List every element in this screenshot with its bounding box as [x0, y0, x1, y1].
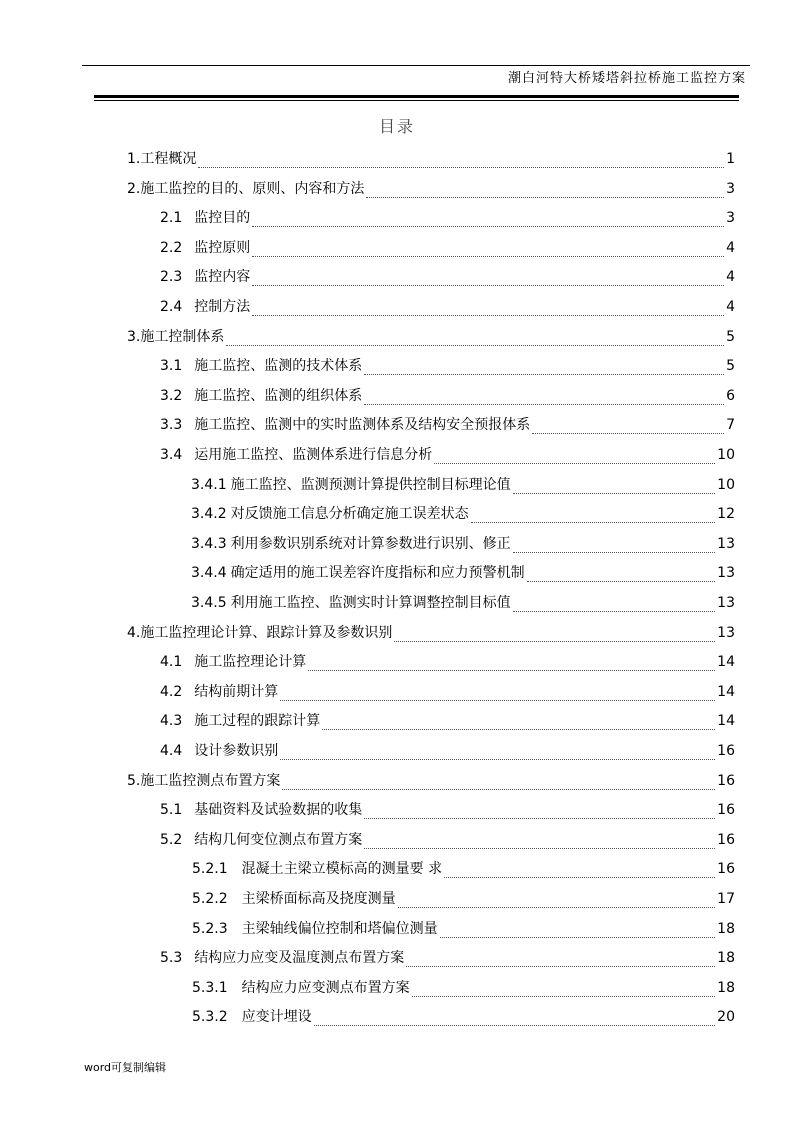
toc-entry-label [160, 796, 362, 825]
toc-entry[interactable] [191, 559, 735, 588]
toc-leader-dots [527, 565, 716, 582]
toc-leader-dots [364, 388, 724, 405]
toc-entry-title: 结构应力应变测点布置方案 [241, 979, 410, 996]
toc-entry-number: 5.2.2 [192, 891, 228, 907]
toc-entry-page: 12 [717, 506, 735, 523]
toc-entry[interactable] [191, 589, 735, 618]
toc-entry-title: 应变计埋设 [241, 1009, 312, 1026]
toc-entry-title: 监控内容 [194, 269, 251, 286]
toc-entry-label [192, 885, 396, 914]
toc-entry[interactable] [160, 707, 735, 736]
toc-entry-page: 18 [717, 979, 735, 996]
toc-entry-label [191, 589, 511, 618]
toc-entry-page: 5 [726, 358, 735, 375]
toc-entry-number: 1. [127, 151, 141, 167]
toc-entry-label [191, 559, 525, 588]
toc-leader-dots [280, 684, 715, 701]
toc-leader-dots [513, 477, 716, 494]
toc-entry-title: 监控目的 [194, 210, 251, 227]
toc-entry-page: 16 [717, 772, 735, 789]
toc-entry-page: 20 [717, 1009, 735, 1026]
toc-entry[interactable] [160, 204, 735, 233]
toc-leader-dots [364, 832, 715, 849]
toc-entry-label [192, 855, 442, 884]
toc-entry-number: 3.4.5 [191, 595, 227, 611]
toc-entry-number: 2. [127, 180, 141, 197]
toc-entry[interactable] [191, 530, 735, 559]
toc-entry-title: 监控原则 [194, 239, 251, 256]
toc-entry-page: 10 [717, 447, 735, 463]
toc-entry-page: 16 [717, 831, 735, 848]
toc-entry-label [160, 441, 432, 470]
toc-entry-number: 3.4.4 [191, 565, 227, 582]
toc-entry-title: 施工监控理论计算 [194, 654, 307, 671]
toc-leader-dots [412, 980, 716, 997]
toc-entry-title: 施工监控、监测的技术体系 [194, 358, 363, 375]
toc-entry-label [160, 707, 320, 736]
toc-entry-number: 3.4.2 [191, 506, 227, 523]
toc-entry[interactable] [192, 1003, 735, 1032]
toc-entry-number: 5.3.1 [192, 979, 228, 996]
toc-entry-page: 18 [717, 950, 735, 967]
toc-entry-title: 主梁桥面标高及挠度测量 [241, 891, 396, 907]
toc-leader-dots [434, 447, 715, 464]
toc-entry-title: 结构应力应变及温度测点布置方案 [194, 950, 405, 967]
toc-entry-title: 施工监控、监测中的实时监测体系及结构安全预报体系 [194, 417, 531, 434]
toc-entry-title: 施工过程的跟踪计算 [194, 713, 321, 730]
toc-leader-dots [532, 417, 724, 434]
toc-entry[interactable] [160, 796, 735, 825]
toc-leader-dots [364, 358, 724, 375]
toc-leader-dots [513, 536, 716, 553]
toc-entry-title: 施工监控、监测预测计算提供控制目标理论值 [230, 476, 511, 493]
toc-entry-number: 4. [127, 624, 141, 641]
toc-entry-page: 17 [717, 891, 735, 907]
toc-entry-page: 13 [717, 565, 735, 582]
header-rule-thin [94, 100, 739, 101]
toc-entry[interactable] [191, 471, 735, 500]
toc-entry-number: 2.1 [160, 210, 183, 227]
toc-entry[interactable] [192, 885, 735, 914]
toc-entry-page: 16 [717, 861, 735, 878]
toc-leader-dots [282, 773, 715, 790]
toc-leader-dots [394, 625, 715, 642]
toc-entry[interactable] [192, 915, 735, 944]
toc-entry[interactable] [192, 974, 735, 1003]
toc-leader-dots [226, 329, 724, 346]
toc-entry-label [127, 323, 224, 352]
toc-entry-number: 3. [127, 328, 141, 345]
toc-entry-label [127, 619, 392, 648]
toc-entry-number: 5.3.2 [192, 1009, 228, 1026]
toc-entry-page: 7 [726, 417, 735, 434]
toc-entry-label [160, 737, 278, 766]
toc-leader-dots [406, 950, 715, 967]
toc-leader-dots [440, 921, 716, 938]
toc-entry-number: 3.4.1 [191, 476, 227, 493]
footer-text: word可复制编辑 [84, 1061, 167, 1074]
toc-entry-label [160, 263, 250, 292]
toc-leader-dots [366, 181, 724, 198]
toc-entry-title: 结构前期计算 [194, 683, 279, 700]
toc-entry[interactable] [160, 737, 735, 766]
toc-entry-page: 14 [717, 683, 735, 700]
toc-entry-page: 14 [717, 654, 735, 671]
toc-title: 目录 [378, 117, 415, 136]
toc-entry-label [191, 471, 511, 500]
toc-leader-dots [198, 151, 724, 168]
toc-entry-page: 5 [726, 328, 735, 345]
toc-entry-page: 10 [717, 476, 735, 493]
toc-leader-dots [314, 1009, 716, 1026]
toc-entry-title: 工程概况 [140, 151, 197, 167]
toc-leader-dots [252, 210, 724, 227]
toc-entry-number: 4.2 [160, 683, 183, 700]
toc-entry-number: 4.3 [160, 713, 183, 730]
toc-entry-number: 3.4.3 [191, 535, 227, 552]
toc-entry-page: 18 [717, 920, 735, 937]
toc-entry-title: 施工控制体系 [140, 328, 225, 345]
toc-entry-page: 1 [726, 151, 735, 167]
toc-entry[interactable] [160, 441, 735, 470]
toc-entry-label [192, 1003, 312, 1032]
toc-leader-dots [364, 802, 715, 819]
toc-entry-title: 运用施工监控、监测体系进行信息分析 [194, 447, 433, 463]
toc-entry[interactable] [160, 293, 735, 322]
toc-entry-label [160, 352, 362, 381]
toc-entry-number: 3.1 [160, 358, 183, 375]
toc-entry-page: 6 [726, 387, 735, 404]
toc-entry-label [160, 648, 306, 677]
toc-entry-title: 对反馈施工信息分析确定施工误差状态 [230, 506, 469, 523]
toc-entry-label [160, 293, 250, 322]
toc-entry-title: 施工监控测点布置方案 [140, 772, 281, 789]
toc-entry[interactable] [191, 500, 735, 529]
toc-entry-number: 2.4 [160, 299, 183, 315]
toc-entry[interactable] [160, 382, 735, 411]
toc-leader-dots [471, 506, 716, 523]
toc-leader-dots [252, 299, 724, 316]
toc-leader-dots [322, 713, 715, 730]
toc-entry-number: 5.2.1 [192, 861, 228, 878]
toc-entry[interactable] [127, 619, 735, 648]
toc-entry-title: 主梁轴线偏位控制和塔偏位测量 [241, 920, 438, 937]
toc-entry-title: 利用施工监控、监测实时计算调整控制目标值 [230, 595, 511, 611]
toc-entry-label [127, 767, 280, 796]
toc-entry-title: 利用参数识别系统对计算参数进行识别、修正 [230, 535, 511, 552]
toc-entry-title: 施工监控、监测的组织体系 [194, 387, 363, 404]
toc-entry-label [160, 826, 362, 855]
toc-entry-label [160, 204, 250, 233]
toc-leader-dots [398, 891, 716, 908]
toc-entry-page: 13 [717, 595, 735, 611]
toc-entry-number: 5.3 [160, 950, 183, 967]
header-title: 潮白河特大桥矮塔斜拉桥施工监控方案 [507, 71, 746, 86]
toc-entry[interactable] [127, 323, 735, 352]
toc-entry-number: 5.1 [160, 802, 183, 819]
toc-entry-number: 2.2 [160, 239, 183, 256]
toc-entry-title: 结构几何变位测点布置方案 [194, 831, 363, 848]
toc-entry-page: 3 [726, 210, 735, 227]
toc-entry-page: 4 [726, 239, 735, 256]
toc-entry-page: 13 [717, 624, 735, 641]
toc-entry-title: 基础资料及试验数据的收集 [194, 802, 363, 819]
toc-entry-page: 4 [726, 299, 735, 315]
toc-entry[interactable] [192, 855, 735, 884]
toc-entry[interactable] [127, 175, 735, 204]
toc-entry-label [160, 382, 362, 411]
toc-entry[interactable] [160, 263, 735, 292]
header-top-rule [82, 65, 750, 66]
toc-entry-label [127, 145, 196, 174]
toc-entry-title: 控制方法 [194, 299, 251, 315]
toc-entry-page: 3 [726, 180, 735, 197]
toc-entry[interactable] [127, 145, 735, 174]
toc-leader-dots [280, 743, 715, 760]
toc-entry-label [160, 944, 404, 973]
toc-entry[interactable] [160, 944, 735, 973]
toc-leader-dots [444, 861, 715, 878]
toc-entry-number: 4.4 [160, 743, 183, 759]
toc-leader-dots [252, 269, 724, 286]
toc-leader-dots [252, 240, 724, 257]
toc-entry-number: 2.3 [160, 269, 183, 286]
toc-entry-title: 施工监控的目的、原则、内容和方法 [140, 180, 365, 197]
toc-entry-page: 16 [717, 802, 735, 819]
toc-entry-label [160, 678, 278, 707]
toc-entry-number: 3.3 [160, 417, 183, 434]
toc-entry-number: 3.2 [160, 387, 183, 404]
toc-entry[interactable] [160, 826, 735, 855]
toc-entry-number: 5.2.3 [192, 920, 228, 937]
toc-entry-label [160, 411, 530, 440]
toc-entry[interactable] [160, 648, 735, 677]
toc-entry-page: 16 [717, 743, 735, 759]
toc-entry[interactable] [160, 352, 735, 381]
toc-entry[interactable] [160, 411, 735, 440]
toc-entry-number: 5. [127, 772, 141, 789]
toc-leader-dots [513, 595, 716, 612]
toc-entry-label [127, 175, 364, 204]
toc-entry-label [191, 530, 511, 559]
toc-leader-dots [308, 654, 715, 671]
toc-entry[interactable] [160, 678, 735, 707]
toc-entry-label [191, 500, 469, 529]
toc-entry-title: 混凝土主梁立模标高的测量要 求 [241, 861, 443, 878]
toc-entry-page: 4 [726, 269, 735, 286]
toc-entry-page: 13 [717, 535, 735, 552]
toc-entry[interactable] [160, 234, 735, 263]
toc-entry-number: 5.2 [160, 831, 183, 848]
toc-entry-title: 确定适用的施工误差容许度指标和应力预警机制 [230, 565, 525, 582]
toc-entry[interactable] [127, 767, 735, 796]
toc-entry-label [160, 234, 250, 263]
toc-entry-number: 4.1 [160, 654, 183, 671]
toc-entry-number: 3.4 [160, 447, 183, 463]
toc-entry-title: 施工监控理论计算、跟踪计算及参数识别 [140, 624, 393, 641]
toc-entry-title: 设计参数识别 [194, 743, 279, 759]
toc-entry-label [192, 974, 410, 1003]
toc-entry-label [192, 915, 438, 944]
toc-entry-page: 14 [717, 713, 735, 730]
header-rule-thick [94, 95, 739, 98]
